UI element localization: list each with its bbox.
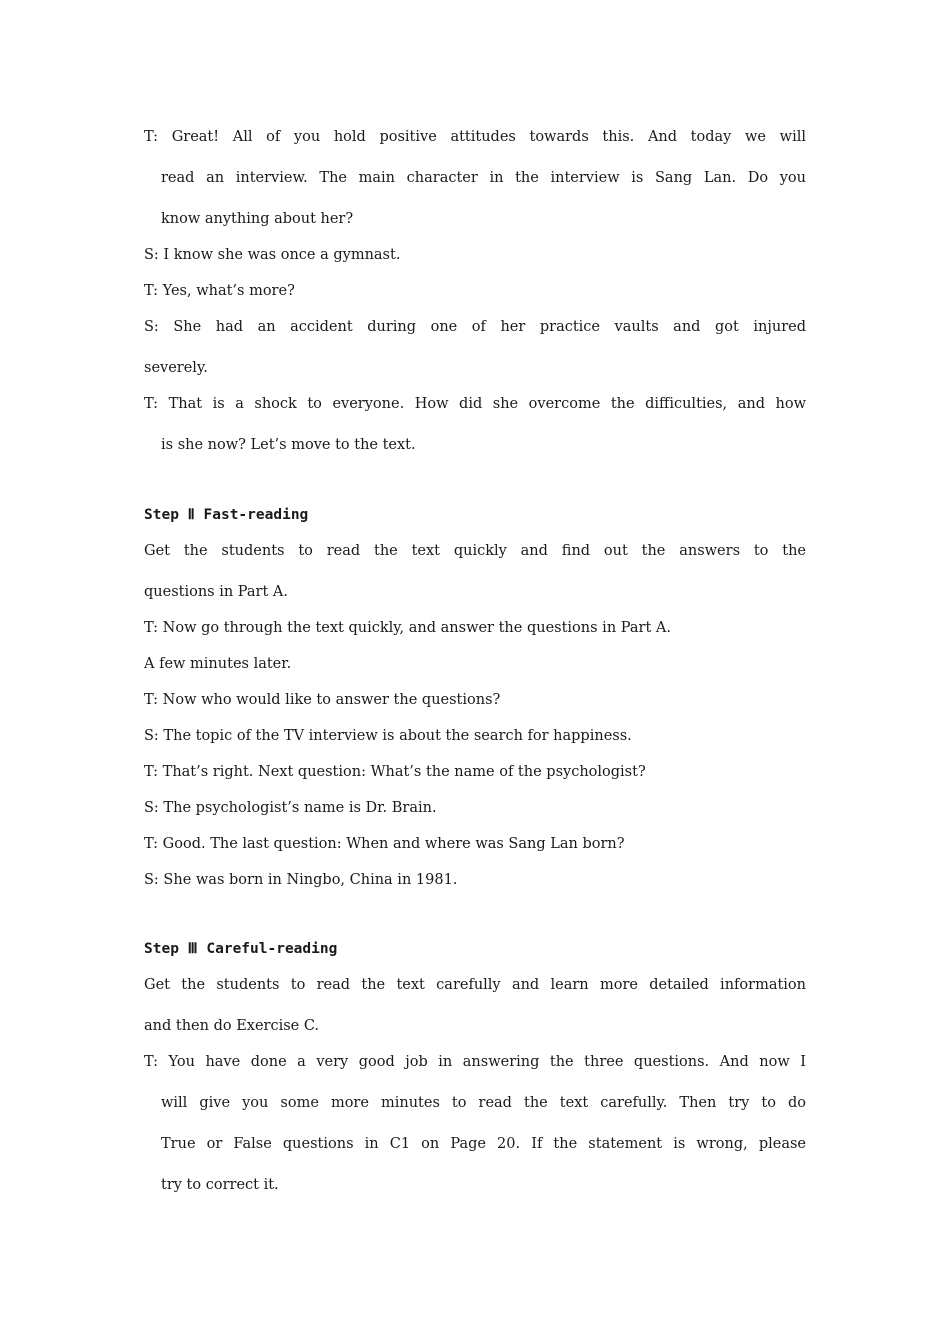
dialogue-line: T: That’s right. Next question: What’s the name of the psychologist? xyxy=(144,764,646,780)
instruction-line: questions in Part A. xyxy=(144,584,289,600)
section-heading-fast-reading: Step Ⅱ Fast-reading xyxy=(144,507,309,523)
instruction-line: and then do Exercise C. xyxy=(144,1018,320,1034)
dialogue-line: A few minutes later. xyxy=(144,656,292,672)
dialogue-line: T: Now who would like to answer the questions? xyxy=(144,692,501,708)
dialogue-line: S: She was born in Ningbo, China in 1981. xyxy=(144,872,458,888)
instruction-line: Get the students to read the text quickly and find out the answers to the xyxy=(144,543,806,559)
dialogue-line: is she now? Let’s move to the text. xyxy=(161,437,416,453)
dialogue-line: S: The psychologist’s name is Dr. Brain. xyxy=(144,800,437,816)
dialogue-line: severely. xyxy=(144,360,208,376)
dialogue-line: read an interview. The main character in the interview is Sang Lan. Do you xyxy=(161,170,806,186)
dialogue-line: S: I know she was once a gymnast. xyxy=(144,247,401,263)
dialogue-line: T: Good. The last question: When and where was Sang Lan born? xyxy=(144,836,625,852)
instruction-line: Get the students to read the text carefully and learn more detailed information xyxy=(144,977,806,993)
dialogue-line: try to correct it. xyxy=(161,1177,279,1193)
dialogue-line: True or False questions in C1 on Page 20. If the statement is wrong, please xyxy=(161,1136,806,1152)
dialogue-line: T: Great! All of you hold positive attitudes towards this. And today we will xyxy=(144,129,806,145)
dialogue-line: T: Yes, what’s more? xyxy=(144,283,295,299)
dialogue-line: T: You have done a very good job in answering the three questions. And now I xyxy=(144,1054,806,1070)
dialogue-line: T: Now go through the text quickly, and answer the questions in Part A. xyxy=(144,620,671,636)
section-heading-careful-reading: Step Ⅲ Careful-reading xyxy=(144,941,338,957)
dialogue-line: know anything about her? xyxy=(161,211,354,227)
dialogue-line: S: She had an accident during one of her practice vaults and got injured xyxy=(144,319,806,335)
dialogue-line: will give you some more minutes to read the text carefully. Then try to do xyxy=(161,1095,806,1111)
dialogue-line: S: The topic of the TV interview is about the search for happiness. xyxy=(144,728,632,744)
dialogue-line: T: That is a shock to everyone. How did she overcome the difficulties, and how xyxy=(144,396,806,412)
